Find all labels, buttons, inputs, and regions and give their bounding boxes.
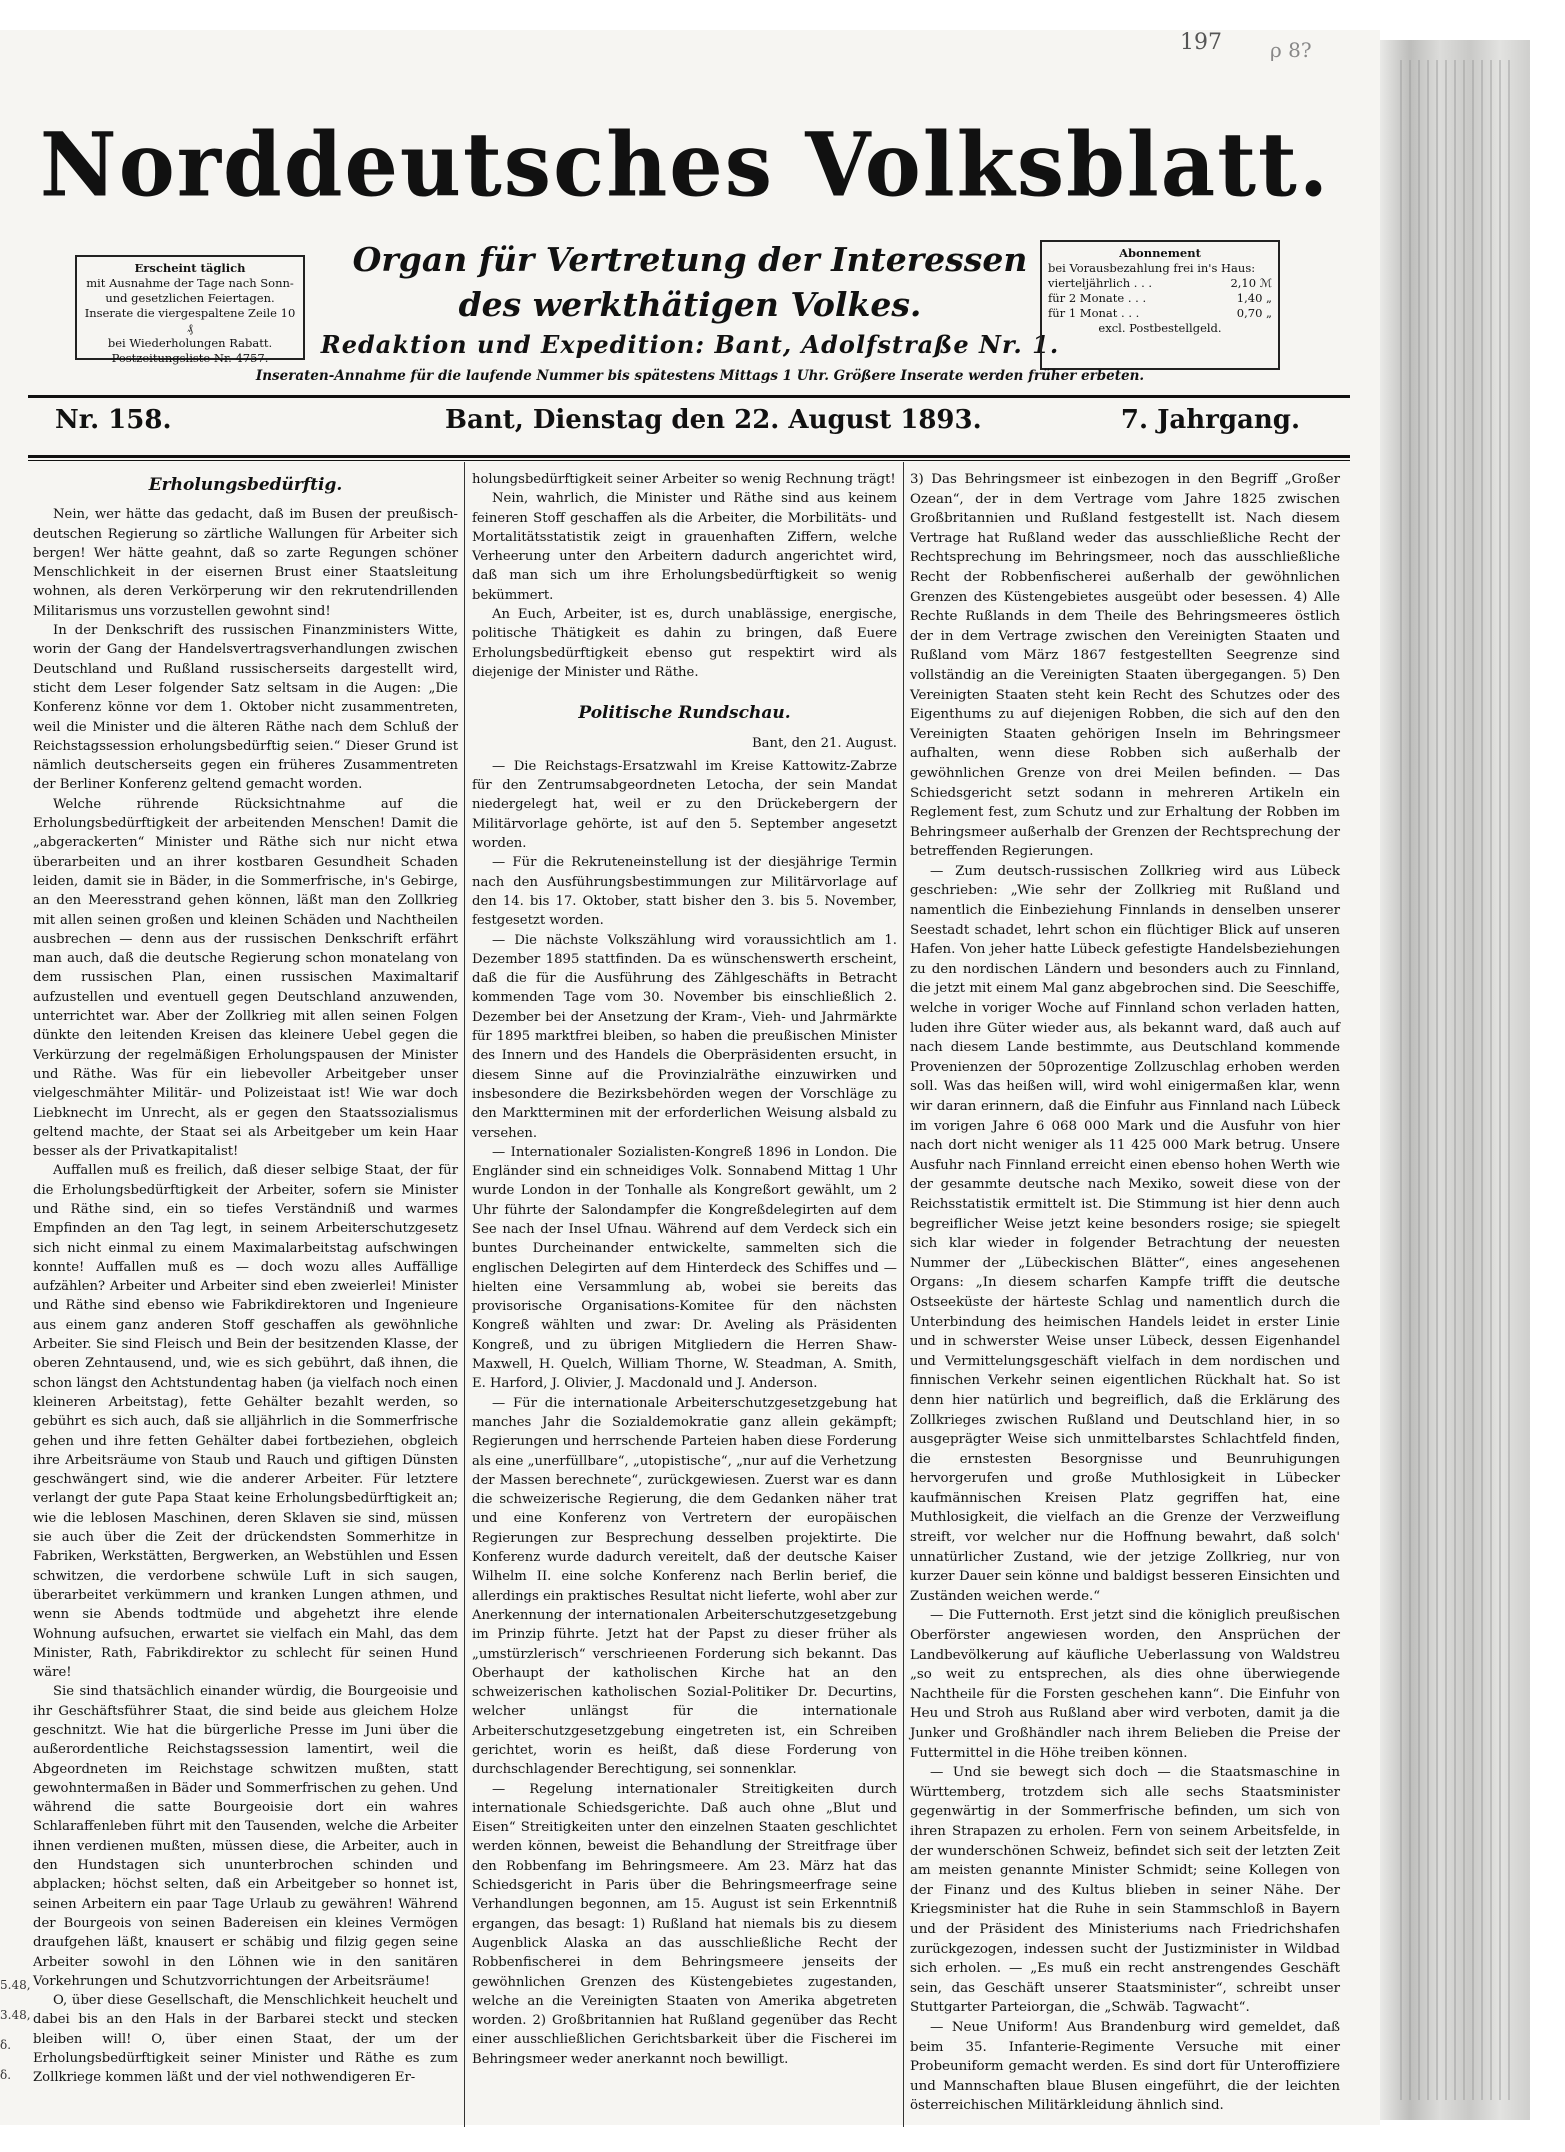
news-item: — Zum deutsch-russischen Zollkrieg wird aus Lübeck geschrieben: „Wie sehr der Zollkrieg mit Rußland und namentlich die Einbeziehung Finnlands in denselben unserer Seestadt schadet, lehrt schon ein flüchtiger Blick auf unseren Hafen. Von jeher hatte Lübeck gefestigte Handelsbeziehungen zu den nordischen Ländern und besonders auch zu Finnland, die jetzt mit einem Mal ganz abgebrochen sind. Die Seeschiffe, welche in voriger Woche auf Finnland schon verladen hatten, luden ihre Güter wieder aus, als bekannt ward, daß auch auf nach diesem Lande bestimmte, aus Deutschland kommende Provenienzen der 50prozentige Zollzuschlag erhoben werden soll. Was das heißen will, wird wohl einigermaßen klar, wenn wir daran erinnern, daß die Einfuhr aus Finnland nach Lübeck im vorigen Jahre 6 068 000 Mark und die Ausfuhr von hier nach dort nicht weniger als 11 425 000 Mark betrug. Unsere Ausfuhr nach Finnland erreicht einen ebenso hohen Werth wie der gesammte deutsche nach Mexiko, soweit diese von der Reichsstatistik ermittelt ist. Die Stimmung ist hier denn auch begreiflicher Weise jetzt keine besonders rosige; sie spiegelt sich klar wieder in folgender Betrachtung der neuesten Nummer der „Lübeckischen Blätter“, eines angesehenen Organs: „In diesem scharfen Kampfe trifft die deutsche Ostseeküste der härteste Schlag und namentlich durch die Unterbindung des heimischen Handels leidet in erster Linie und in schwerster Weise unser Lübeck, dessen Eigenhandel und Vermittelungsgeschäft vielfach in dem nordischen und finnischen Verkehr seinen eigentlichen Rückhalt hat. So ist denn hier natürlich und begreiflich, daß die Erklärung des Zollkrieges zwischen Rußland und Deutschland hier, in so ausgeprägter Weise sich unmittelbarstes Schlachtfeld finden, die ernstesten Besorgnisse und Beunruhigungen hervorgerufen und große Muthlosigkeit in Lübecker kaufmännischen Kreisen Platz gegriffen hat, eine Muthlosigkeit, die vielfach an die Grenze der Verzweiflung streift, vor welcher nur die Hoffnung bewahrt, daß solch' unnatürlicher Zustand, wie der jetzige Zollkrieg, nur von kurzer Dauer sein könne und baldigst besseren Einsichten und Zuständen weichen werde.“ <box>910 863 1340 1604</box>
margin-marks <box>0 1970 31 2090</box>
news-item: — Die Futternoth. Erst jetzt sind die königlich preußischen Oberförster angewiesen worden, den Ansprüchen der Landbevölkerung auf käufliche Ueberlassung von Waldstreu „so weit zu entsprechen, als dies ohne überwiegende Nachtheile für die Forsten geschehen kann“. Die Einfuhr von Heu und Stroh aus Rußland aber wird verboten, damit ja die Junker und Großhändler nach ihrem Belieben die Preise der Futtermittel in die Höhe treiben können. <box>910 1608 1340 1761</box>
article-paragraph: Nein, wer hätte das gedacht, daß im Busen der preußisch-deutschen Regierung so zärtliche Wallungen für Arbeiter sich bergen! Wer hätte geahnt, daß so zarte Regungen schöner Menschlichkeit in der eisernen Brust einer Staatsleitung wohnen, als deren Verkörperung wir den rekrutendrillenden Militarismus uns vorzustellen gewohnt sind! <box>33 507 458 619</box>
news-item: — Für die Rekruteneinstellung ist der diesjährige Termin nach den Ausführungsbestimmungen zur Militärvorlage auf den 14. bis 17. Oktober, statt bisher den 3. bis 5. November, festgesetzt worden. <box>472 855 897 929</box>
article-paragraph: holungsbedürftigkeit seiner Arbeiter so wenig Rechnung trägt! <box>472 472 896 487</box>
article-paragraph: O, über diese Gesellschaft, die Menschlichkeit heuchelt und dabei bis an den Hals in der Barbarei steckt und stecken bleiben will! O, über einen Staat, der um der Erholungsbedürftigkeit seiner Minister und Räthe es zum Zollkriege kommen läßt und der viel nothwendigeren Er- <box>33 1993 458 2086</box>
price-row <box>1048 306 1272 321</box>
price-value: 0,70 „ <box>1236 306 1272 320</box>
column-divider <box>464 462 465 2127</box>
article-paragraph: Nein, wahrlich, die Minister und Räthe sind aus keinem feineren Stoff geschaffen als die Arbeiter, die Morbilitäts- und Mortalitätsstatistik zeigt in grauenhaften Ziffern, welche Verheerung unter den Arbeitern dadurch angerichtet wird, daß man sich um ihre Erholungsbedürftigkeit so wenig bekümmert. <box>472 491 897 603</box>
publication-info-line: bei Wiederholungen Rabatt. <box>107 336 273 350</box>
masthead-title: Norddeutsches Volksblatt. <box>39 112 1331 217</box>
issue-line <box>35 405 1345 445</box>
column-2 <box>472 470 897 2069</box>
news-item: — Die Reichstags-Ersatzwahl im Kreise Kattowitz-Zabrze für den Zentrumsabgeordneten Letocha, der sein Mandat niedergelegt hat, weil er zu den Drückebergern der Militärvorlage gehörte, ist auf den 5. September angesetzt worden. <box>472 758 897 852</box>
issue-number: Nr. 158. <box>55 405 172 435</box>
column-1 <box>33 470 458 2088</box>
margin-mark: 3.48, <box>0 2008 31 2022</box>
subscription-intro: bei Vorausbezahlung frei in's Haus: <box>1048 261 1256 275</box>
news-item: — Neue Uniform! Aus Brandenburg wird gemeldet, daß beim 35. Infanterie-Regimente Versuche mit einer Probeuniform gemacht werden. Es sind dort für Unteroffiziere und Mannschaften blaue Blusen eingeführt, die der leichten österreichischen Militärkleidung ähnlich sind. <box>910 2019 1340 2114</box>
publication-info-line: Inserate die viergespaltene Zeile 10 ₰ <box>84 306 296 335</box>
price-row <box>1048 291 1272 306</box>
subscription-title: Abonnement <box>1119 246 1201 260</box>
subscription-footer: excl. Postbestellgeld. <box>1098 321 1222 335</box>
dateline: Bant, den 21. August. <box>751 735 897 751</box>
margin-mark: 5.48, <box>0 1978 31 1992</box>
article-paragraph: Sie sind thatsächlich einander würdig, die Bourgeoisie und ihr Geschäftsführer Staat, die sind beide aus gleichem Holze geschnitzt. Wie hat die bürgerliche Presse im Juni über die außerordentliche Reichstagssession lamentirt, weil die Abgeordneten im Reichstage schwitzen mußten, statt gewohntermaßen in Bäder und Sommerfrischen zu gehen. Und während die satte Bourgeoisie dort ein wahres Schlaraffenleben führt mit den Tausenden, welche die Arbeiter ihnen verdienen mußten, müssen diese, die Arbeiter, auch in den Hundstagen sich ununterbrochen schinden und abplacken; höchst selten, daß ein Arbeitgeber so honnet ist, seinen Arbeitern ein paar Tage Urlaub zu gewähren! Während der Bourgeois von seinen Badereisen ein kleines Vermögen draufgehen läßt, knausert er schäbig und filzig gegen seine Arbeiter sowohl in den Löhnen wie in den sanitären Vorkehrungen und Schutzvorrichtungen der Arbeitsräume! <box>33 1684 458 1989</box>
article-paragraph: In der Denkschrift des russischen Finanzministers Witte, worin der Gang der Handelsvertragsverhandlungen zwischen Deutschland und Rußland russischerseits dargestellt wird, sticht dem Leser folgender Satz seltsam in die Augen: „Die Konferenz könne vor dem 1. Oktober nicht zusammentreten, weil die Minister und die älteren Räthe nach dem Schluß der Reichstagssession erholungsbedürftig seien.“ Dieser Grund ist nämlich deutscherseits gegen ein früheres Zusammentreten der Berliner Konferenz geltend gemacht worden. <box>33 623 458 793</box>
publication-info-line: Postzeitungsliste Nr. 4757. <box>111 351 269 365</box>
news-item: — Regelung internationaler Streitigkeiten durch internationale Schiedsgerichte. Daß auch ohne „Blut und Eisen“ Streitigkeiten unter den einzelnen Staaten geschlichtet werden können, beweist die Behandlung der Streitfrage über den Robbenfang im Behringsmeere. Am 23. März hat das Schiedsgericht in Paris über die Behringsmeerfrage seine Verhandlungen begonnen, am 15. August ist sein Erkenntniß ergangen, das besagt: 1) Rußland hat niemals bis zu diesem Augenblick Alaska an das ausschließliche Recht der Robbenfischerei in dem Behringsmeere jenseits der gewöhnlichen Grenzen des Küstengebietes zugestanden, welche an die Vereinigten Staaten von Amerika abgetreten worden. 2) Großbritannien hat Rußland gegenüber das Recht einer ausschließlichen Gerichtsbarkeit über die Fischerei im Behringsmeer weder anerkannt noch bewilligt. <box>472 1781 897 2067</box>
margin-mark: δ. <box>0 2068 12 2082</box>
subtitle-line-1: Organ für Vertretung der Interessen <box>352 240 1028 279</box>
price-value: 1,40 „ <box>1236 291 1272 305</box>
page-number-extra: ρ 8? <box>1270 38 1312 62</box>
article-heading: Erholungsbedürftig. <box>148 475 343 495</box>
subscription-box <box>1040 240 1280 370</box>
header-rule-bottom <box>28 455 1350 458</box>
header-rule-top <box>28 395 1350 398</box>
price-label: vierteljährlich . . . <box>1048 276 1153 290</box>
section-heading: Politische Rundschau. <box>578 703 791 724</box>
news-item: — Internationaler Sozialisten-Kongreß 1896 in London. Die Engländer sind ein schneidiges Volk. Sonnabend Mittag 1 Uhr wurde London in der Tonhalle als Kongreßort gewählt, um 2 Uhr führte der Salondampfer die Kongreßdelegirten auf dem See nach der Insel Ufnau. Während auf dem Verdeck sich ein buntes Durcheinander entwickelte, sammelten sich die englischen Delegirten auf dem Hinterdeck des Schiffes und — hielten eine Versammlung ab, wobei sie bereits das provisorische Organisations-Komitee für den nächsten Kongreß wählten und zwar: Dr. Aveling als Präsidenten Kongreß, und zu übrigen Mitgliedern die Herren Shaw-Maxwell, H. Quelch, William Thorne, W. Steadman, A. Smith, E. Harford, J. Olivier, J. Macdonald und J. Anderson. <box>472 1144 897 1392</box>
news-item: 3) Das Behringsmeer ist einbezogen in den Begriff „Großer Ozean“, der in dem Vertrage vom Jahre 1825 zwischen Großbritannien und Rußland festgestellt ist. Nach diesem Vertrage hat Rußland weder das ausschließliche Recht der Rechtsprechung im Behringsmeer, noch das ausschließliche Recht der Robbenfischerei außerhalb der gewöhnlichen Grenzen des Küstengebietes ausgeübt oder besessen. 4) Alle Rechte Rußlands in dem Theile des Behringsmeeres östlich der in dem Vertrage zwischen den Vereinigten Staaten und Rußland vom März 1867 festgestellten Seegrenze sind vollständig an die Vereinigten Staaten übergegangen. 5) Den Vereinigten Staaten steht kein Recht des Schutzes oder des Eigenthums zu auf diejenigen Robben, die sich auf den den Vereinigten Staaten gehörigen Inseln im Behringsmeer aufhalten, wenn diese Robben sich außerhalb der gewöhnlichen Grenze von drei Meilen befinden. — Das Schiedsgericht setzt sodann in mehreren Artikeln ein Reglement fest, zum Schutz und zur Erhaltung der Robben im Behringsmeer außerhalb der Grenzen der Rechtsprechung der betreffenden Regierungen. <box>910 472 1340 860</box>
article-paragraph: An Euch, Arbeiter, ist es, durch unablässige, energische, politische Thätigkeit es dahin zu bringen, daß Euere Erholungsbedürftigkeit ebenso gut respektirt wird als diejenige der Minister und Räthe. <box>472 607 897 680</box>
issue-year: 7. Jahrgang. <box>1120 405 1300 435</box>
header-rule-thin <box>28 460 1350 461</box>
publication-info-title: Erscheint täglich <box>134 261 246 275</box>
publication-info-line: mit Ausnahme der Tage nach Sonn- <box>86 276 294 290</box>
margin-mark: δ. <box>0 2038 12 2052</box>
price-value: 2,10 ℳ <box>1230 276 1272 290</box>
issue-place-date: Bant, Dienstag den 22. August 1893. <box>445 405 982 435</box>
subtitle-line-2: des werkthätigen Volkes. <box>458 285 922 324</box>
price-label: für 2 Monate . . . <box>1048 291 1147 305</box>
article-paragraph: Auffallen muß es freilich, daß dieser selbige Staat, der für die Erholungsbedürftigkeit der Arbeiter, sofern sie Minister und Räthe sind, ein so tiefes Verständniß und warmes Empfinden an den Tag legt, in seinem Arbeiterschutzgesetz sich nicht einmal zu einem Maximalarbeitstag aufschwingen konnte! Auffallen muß es — doch wozu alles Auffällige aufzählen? Arbeiter und Arbeiter sind eben zweierlei! Minister und Räthe sind ebenso wie Fabrikdirektoren und Ingenieure aus einem ganz anderen Stoff geschaffen als gewöhnliche Arbeiter. Sie sind Fleisch und Bein der besitzenden Klasse, der oberen Zehntausend, und, wie es sich gebührt, daß ihnen, die schon längst den Achtstundentag haben (ja vielfach noch einen kleineren Arbeitstag), fette Gehälter bezahlt werden, so gebührt es sich auch, daß sie alljährlich in die Sommerfrische gehen und ihre fetten Gehälter dabei fortbeziehen, obgleich ihre Arbeitsräume von Staub und Rauch und giftigen Dünsten geschwängert sind, wie die anderer Arbeiter. Für letztere verlangt der gute Papa Staat keine Erholungsbedürftigkeit an; wie die leblosen Maschinen, deren Sklaven sie sind, müssen sie auch über die Zeit der drückendsten Sommerhitze in Fabriken, Werkstätten, Bergwerken, an Webstühlen und Essen schwitzen, die verdorbene schwüle Luft in sich saugen, überarbeitet verkümmern und kranken Lungen athmen, und wenn sie Abends todtmüde und abgehetzt ihre elende Wohnung aufsuchen, erwartet sie vielfach ein Mahl, das dem Minister, Rath, Fabrikdirektor zu schlecht für seinen Hund wäre! <box>33 1163 458 1681</box>
publication-info-box <box>75 255 305 365</box>
publication-info-line: und gesetzlichen Feiertagen. <box>105 291 275 305</box>
book-edge-pages <box>1400 60 1510 2100</box>
news-item: — Die nächste Volkszählung wird voraussichtlich am 1. Dezember 1895 stattfinden. Da es wünschenswerth erscheint, daß die für die Ausführung des Zählgeschäfts in Betracht kommenden Tage vom 30. November bis einschließlich 2. Dezember bei der Ansetzung der Kram-, Vieh- und Jahrmärkte für 1895 marktfrei bleiben, so haben die preußischen Minister des Innern und des Handels die Oberpräsidenten ersucht, in diesem Sinne auf die Provinzialräthe einzuwirken und insbesondere die Bezirksbehörden wegen der Vorschläge zu den Marktterminen mit der erforderlichen Weisung alsbald zu versehen. <box>472 932 897 1141</box>
price-label: für 1 Monat . . . <box>1048 306 1140 320</box>
editorial-address: Redaktion und Expedition: Bant, Adolfstraße Nr. 1. <box>320 330 1060 359</box>
column-divider <box>903 462 904 2127</box>
page-number: 197 <box>1180 30 1222 55</box>
column-3 <box>910 470 1340 2116</box>
news-item: — Und sie bewegt sich doch — die Staatsmaschine in Württemberg, trotzdem sich alle sechs Staatsminister gegenwärtig in der Sommerfrische befinden, um sich von ihren Strapazen zu erholen. Fern von seinem Arbeitsfelde, in der wunderschönen Schweiz, befindet sich seit der letzten Zeit am meisten genannte Minister Schmidt; seine Kollegen von der Finanz und des Kultus blieben in seiner Nähe. Der Kriegsminister hat die Ruhe in sein Stammschloß in Bayern und der Präsident des Ministeriums nach Friedrichshafen zurückgezogen, indessen sucht der Justizminister in Wildbad sich erholen. — „Es muß ein recht anstrengendes Geschäft sein, das Geschäft unserer Staatsminister“, schreibt unser Stuttgarter Parteiorgan, die „Schwäb. Tagwacht“. <box>910 1765 1340 2016</box>
price-row <box>1048 276 1272 291</box>
article-paragraph: Welche rührende Rücksichtnahme auf die Erholungsbedürftigkeit der arbeitenden Menschen! Damit die „abgerackerten“ Minister und Räthe sich nur nicht etwa überarbeiten und an ihrer kostbaren Gesundheit Schaden leiden, damit sie in Bäder, in die Sommerfrische, in's Gebirge, an den Meeresstrand gehen können, läßt man den Zollkrieg mit allen seinen großen und kleinen Schäden und Nachtheilen ausbrechen — denn aus der russischen Denkschrift erfährt man auch, daß die deutsche Regierung schon monatelang von dem russischen Plan, einen russischen Maximaltarif aufzustellen und eventuell gegen Deutschland anzuwenden, unterrichtet war. Aber der Zollkrieg mit allen seinen Folgen dünkte den leitenden Kreisen das kleinere Uebel gegen die Verkürzung der regelmäßigen Erholungspausen der Minister und Räthe. Was für ein liebevoller Arbeitgeber unser vielgeschmähter Militär- und Polizeistaat ist! Wie war doch Liebknecht im Unrecht, als er gegen den Staatssozialismus geltend machte, der Staat sei als Arbeitgeber um kein Haar besser als der Privatkapitalist! <box>33 796 458 1160</box>
advertising-notice: Inseraten-Annahme für die laufende Nummer bis spätestens Mittags 1 Uhr. Größere Inserate werden früher erbeten. <box>255 368 1145 384</box>
news-item: — Für die internationale Arbeiterschutzgesetzgebung hat manches Jahr die Sozialdemokratie ganz allein gekämpft; Regierungen und herrschende Parteien haben diese Forderung als eine „unerfüllbare“, „utopistische“, „nur auf die Verhetzung der Massen berechnete“, zurückgewiesen. Zuerst war es dann die schweizerische Regierung, die dem Gedanken näher trat und eine Konferenz von Vertretern der europäischen Regierungen zur Besprechung desselben projektirte. Die Konferenz wurde dadurch vereitelt, daß der deutsche Kaiser Wilhelm II. eine solche Konferenz nach Berlin berief, die allerdings ein praktisches Resultat nicht lieferte, wohl aber zur Anerkennung der internationalen Arbeiterschutzgesetzgebung im Prinzip führte. Jetzt hat der Papst zu dieser früher als „umstürzlerisch“ verschrieenen Forderung sich bekannt. Das Oberhaupt der katholischen Kirche hat an den schweizerischen katholischen Sozial-Politiker Dr. Decurtins, welcher unlängst für die internationale Arbeiterschutzgesetzgebung eingetreten ist, ein Schreiben gerichtet, worin es heißt, daß diese Forderung von durchschlagender Berechtigung, sei sonnenklar. <box>472 1395 897 1778</box>
